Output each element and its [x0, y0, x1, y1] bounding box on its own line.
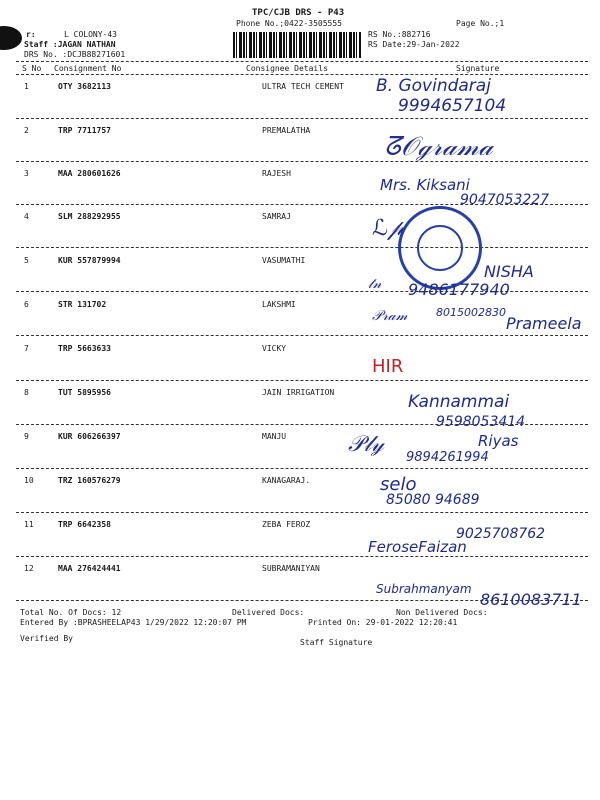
rs-date: RS Date:29-Jan-2022	[368, 40, 460, 49]
row-sno: 11	[24, 520, 34, 529]
row-consignment: MAA 276424441	[58, 564, 121, 573]
phone-row-5: 9486177940	[408, 280, 510, 299]
drs-number: DRS No. :DCJB88271601	[24, 50, 126, 59]
row-consignment: MAA 280601626	[58, 169, 121, 178]
branch-name: L COLONY-43	[64, 30, 117, 39]
row-sno: 6	[24, 300, 29, 309]
signature-row-6: Prameela	[506, 314, 582, 333]
table-row	[0, 564, 600, 578]
row-consignee: PREMALATHA	[262, 126, 311, 135]
delivered-docs: Delivered Docs:	[232, 608, 305, 617]
signature-row-3: Mrs. Kiksani	[380, 176, 470, 194]
row-consignee: LAKSHMI	[262, 300, 296, 309]
punch-hole	[0, 26, 22, 50]
row-sno: 10	[24, 476, 34, 485]
row-sno: 2	[24, 126, 29, 135]
row-sno: 4	[24, 212, 29, 221]
row-consignment: KUR 557879994	[58, 256, 121, 265]
row-consignee: ZEBA FEROZ	[262, 520, 311, 529]
row-sno: 5	[24, 256, 29, 265]
non-delivered-docs: Non Delivered Docs:	[396, 608, 488, 617]
row-divider	[16, 247, 588, 248]
drs-title: TPC/CJB DRS - P43	[252, 8, 345, 18]
header-divider	[16, 74, 588, 75]
signature-row-9-initial: 𝒫𝓁𝓎	[348, 432, 384, 457]
table-row	[0, 344, 600, 358]
signature-row-10: selo	[380, 474, 417, 495]
col-signature: Signature	[456, 64, 500, 73]
row-consignment: TRP 6642358	[58, 520, 111, 529]
table-row	[0, 300, 600, 314]
row-divider	[16, 118, 588, 119]
row-consignee: VASUMATHI	[262, 256, 306, 265]
signature-row-9: Riyas	[478, 432, 519, 450]
table-row	[0, 82, 600, 96]
row-consignment: KUR 606266397	[58, 432, 121, 441]
phone-number: Phone No.;0422-3505555	[236, 19, 342, 28]
row-divider	[16, 556, 588, 557]
phone-row-8: 9598053414	[436, 414, 526, 430]
printed-on: Printed On: 29-01-2022 12:20:41	[308, 618, 458, 627]
col-sno: S No	[22, 64, 42, 73]
barcode	[233, 32, 361, 58]
signature-row-7: HIR	[372, 356, 404, 377]
signature-row-6-initial: 𝒫𝓇𝒶𝓂	[372, 308, 408, 324]
row-sno: 1	[24, 82, 29, 91]
table-row	[0, 212, 600, 226]
row-divider	[16, 468, 588, 469]
row-divider	[16, 335, 588, 336]
phone-row-12: 8610083711	[480, 590, 582, 609]
row-sno: 9	[24, 432, 29, 441]
row-consignee: KANAGARAJ.	[262, 476, 311, 485]
row-sno: 3	[24, 169, 29, 178]
row-consignee: ULTRA TECH CEMENT	[262, 82, 344, 91]
row-consignment: STR 131702	[58, 300, 107, 309]
row-sno: 8	[24, 388, 29, 397]
total-docs: Total No. Of Docs: 12	[20, 608, 122, 617]
phone-row-9: 9894261994	[406, 450, 489, 465]
table-row	[0, 476, 600, 490]
row-consignee: SUBRAMANIYAN	[262, 564, 320, 573]
row-consignee: JAIN IRRIGATION	[262, 388, 335, 397]
branch-label: r:	[26, 30, 36, 39]
row-sno: 12	[24, 564, 34, 573]
signature-row-5-initial: 𝓉𝓃	[368, 276, 382, 292]
staff-signature: Staff Signature	[300, 638, 373, 647]
signature-row-11: FeroseFaizan	[368, 538, 467, 556]
row-divider	[16, 380, 588, 381]
page-number: Page No.;1	[456, 19, 505, 28]
row-consignee: RAJESH	[262, 169, 291, 178]
row-sno: 7	[24, 344, 29, 353]
signature-row-5: NISHA	[484, 262, 534, 281]
row-consignment: SLM 288292955	[58, 212, 121, 221]
signature-row-8: Kannammai	[408, 392, 510, 412]
row-consignment: TUT 5895956	[58, 388, 111, 397]
phone-row-1: 9994657104	[398, 96, 507, 116]
phone-row-6: 8015002830	[436, 306, 506, 319]
table-row	[0, 169, 600, 183]
verified-by: Verified By	[20, 634, 73, 643]
col-consignee: Consignee Details	[246, 64, 328, 73]
signature-row-1: B. Govindaraj	[376, 76, 491, 96]
row-consignment: OTY 3682113	[58, 82, 111, 91]
rs-number: RS No.:882716	[368, 30, 431, 39]
signature-row-12: Subrahmanyam	[376, 582, 472, 596]
phone-row-10: 85080 94689	[386, 492, 480, 508]
row-consignee: VICKY	[262, 344, 287, 353]
table-row	[0, 388, 600, 402]
phone-row-11: 9025708762	[456, 526, 546, 542]
row-consignment: TRP 7711757	[58, 126, 111, 135]
header-divider	[16, 61, 588, 62]
staff-name: Staff :JAGAN NATHAN	[24, 40, 116, 49]
row-divider	[16, 512, 588, 513]
company-stamp	[398, 206, 482, 290]
signature-row-2: ᘔ𝒪ℊ𝓇𝒶𝓂𝒶	[384, 132, 493, 162]
phone-row-3: 9047053227	[460, 192, 550, 208]
row-consignee: SAMRAJ	[262, 212, 291, 221]
row-divider	[16, 161, 588, 162]
row-consignee: MANJU	[262, 432, 287, 441]
table-row	[0, 126, 600, 140]
row-consignment: TRZ 160576279	[58, 476, 121, 485]
entered-by: Entered By :BPRASHEELAP43 1/29/2022 12:20:07 PM	[20, 618, 247, 627]
signature-row-4: ℒ𝓅	[372, 216, 404, 241]
col-consignment: Consignment No	[54, 64, 122, 73]
row-consignment: TRP 5663633	[58, 344, 111, 353]
